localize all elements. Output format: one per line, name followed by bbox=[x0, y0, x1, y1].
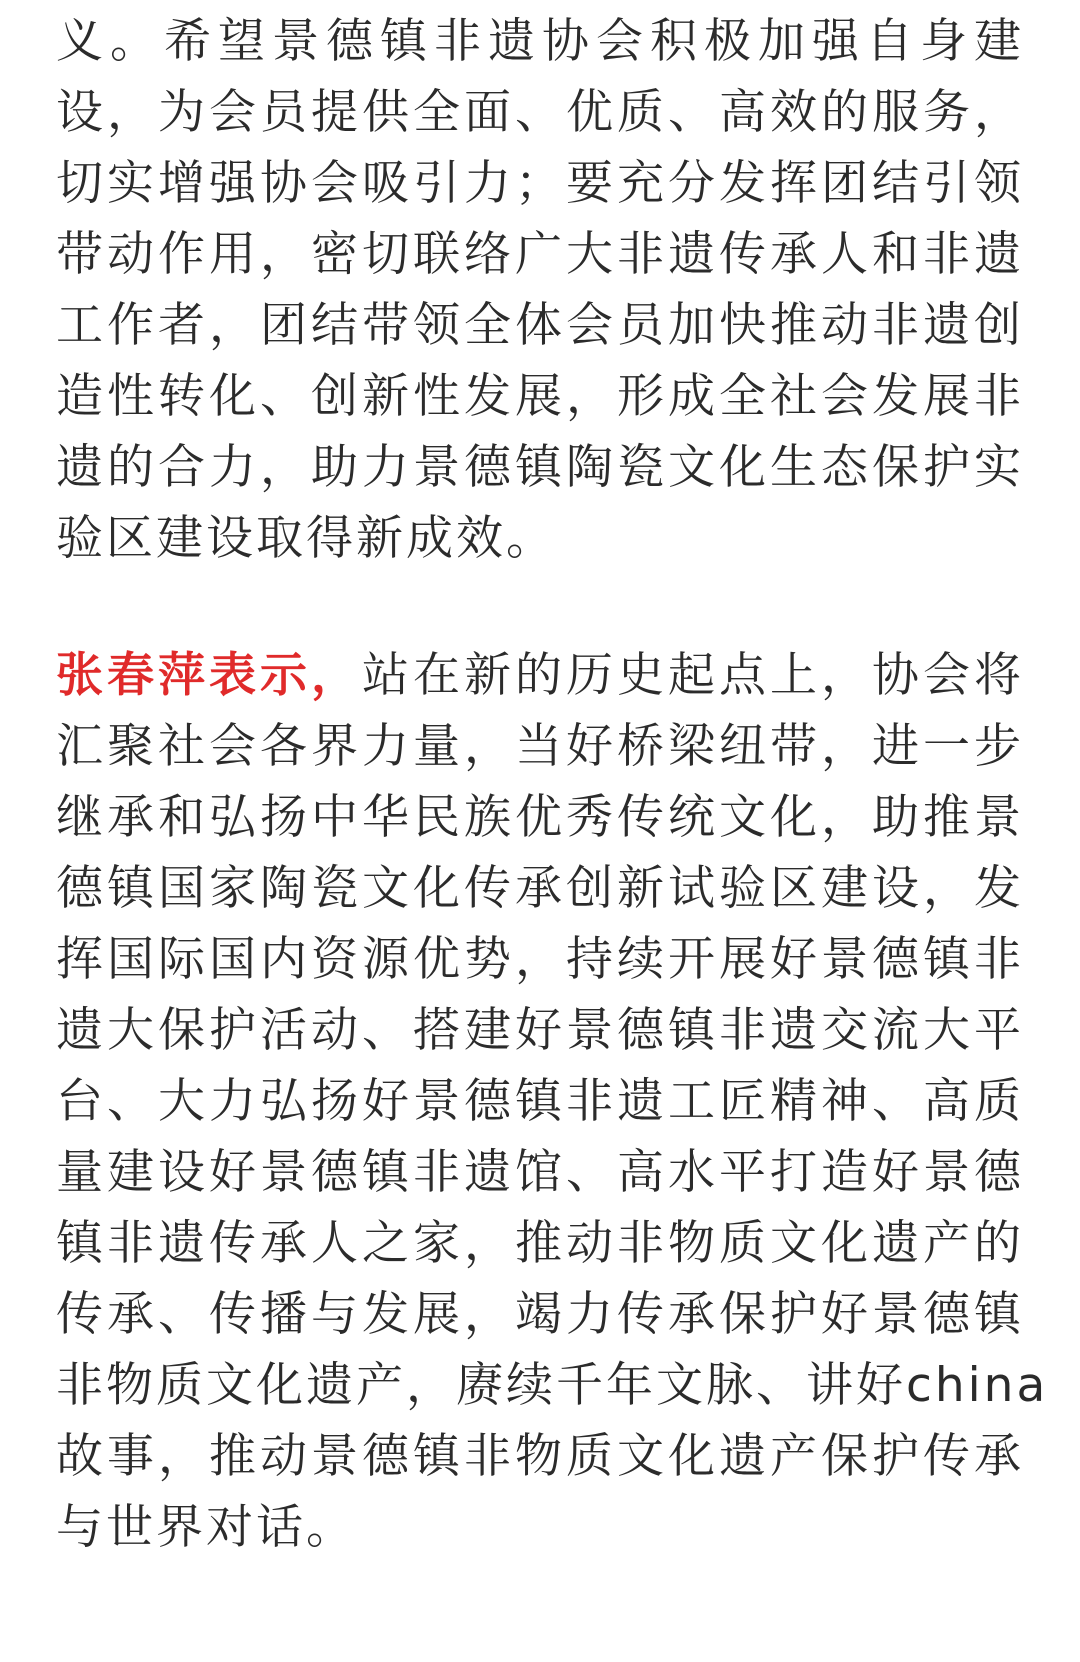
paragraph-2-line: 故事，推动景德镇非物质文化遗产保护传承 bbox=[56, 1429, 1024, 1484]
speaker-name: 张春萍表示， bbox=[56, 648, 362, 703]
paragraph-2-first-line bbox=[56, 640, 1024, 711]
paragraph-2-line: 量建设好景德镇非遗馆、高水平打造好景德 bbox=[56, 1145, 1024, 1200]
paragraph-1-line: 工作者，团结带领全体会员加快推动非遗创 bbox=[56, 298, 1024, 353]
paragraph-2-line: 镇非遗传承人之家，推动非物质文化遗产的 bbox=[56, 1216, 1024, 1271]
paragraph-2-line: 与世界对话。 bbox=[56, 1500, 356, 1555]
paragraph-2-line: 传承、传播与发展，竭力传承保护好景德镇 bbox=[56, 1287, 1024, 1342]
paragraph-1-line: 遗的合力，助力景德镇陶瓷文化生态保护实 bbox=[56, 440, 1024, 495]
paragraph-2-line: 继承和弘扬中华民族优秀传统文化，助推景 bbox=[56, 790, 1024, 845]
article-body bbox=[56, 0, 1049, 1563]
paragraph-1-line: 设，为会员提供全面、优质、高效的服务， bbox=[56, 85, 1024, 140]
paragraph-2-first-line-text: 站在新的历史起点上，协会将 bbox=[362, 648, 1024, 703]
paragraph-1-line: 义。希望景德镇非遗协会积极加强自身建 bbox=[56, 14, 1024, 69]
paragraph-2-line: 汇聚社会各界力量，当好桥梁纽带，进一步 bbox=[56, 719, 1024, 774]
paragraph-2-line: 挥国际国内资源优势，持续开展好景德镇非 bbox=[56, 932, 1024, 987]
paragraph-2-line: 非物质文化遗产，赓续千年文脉、讲好china bbox=[56, 1358, 1049, 1413]
paragraph-1-line: 造性转化、创新性发展，形成全社会发展非 bbox=[56, 369, 1024, 424]
paragraph-2 bbox=[56, 640, 1049, 1563]
paragraph-1 bbox=[56, 6, 1024, 574]
paragraph-1-line: 带动作用，密切联络广大非遗传承人和非遗 bbox=[56, 227, 1024, 282]
paragraph-2-line: 德镇国家陶瓷文化传承创新试验区建设，发 bbox=[56, 861, 1024, 916]
paragraph-2-line: 台、大力弘扬好景德镇非遗工匠精神、高质 bbox=[56, 1074, 1024, 1129]
paragraph-1-line: 切实增强协会吸引力；要充分发挥团结引领 bbox=[56, 156, 1024, 211]
paragraph-1-line: 验区建设取得新成效。 bbox=[56, 511, 556, 566]
paragraph-2-line: 遗大保护活动、搭建好景德镇非遗交流大平 bbox=[56, 1003, 1024, 1058]
